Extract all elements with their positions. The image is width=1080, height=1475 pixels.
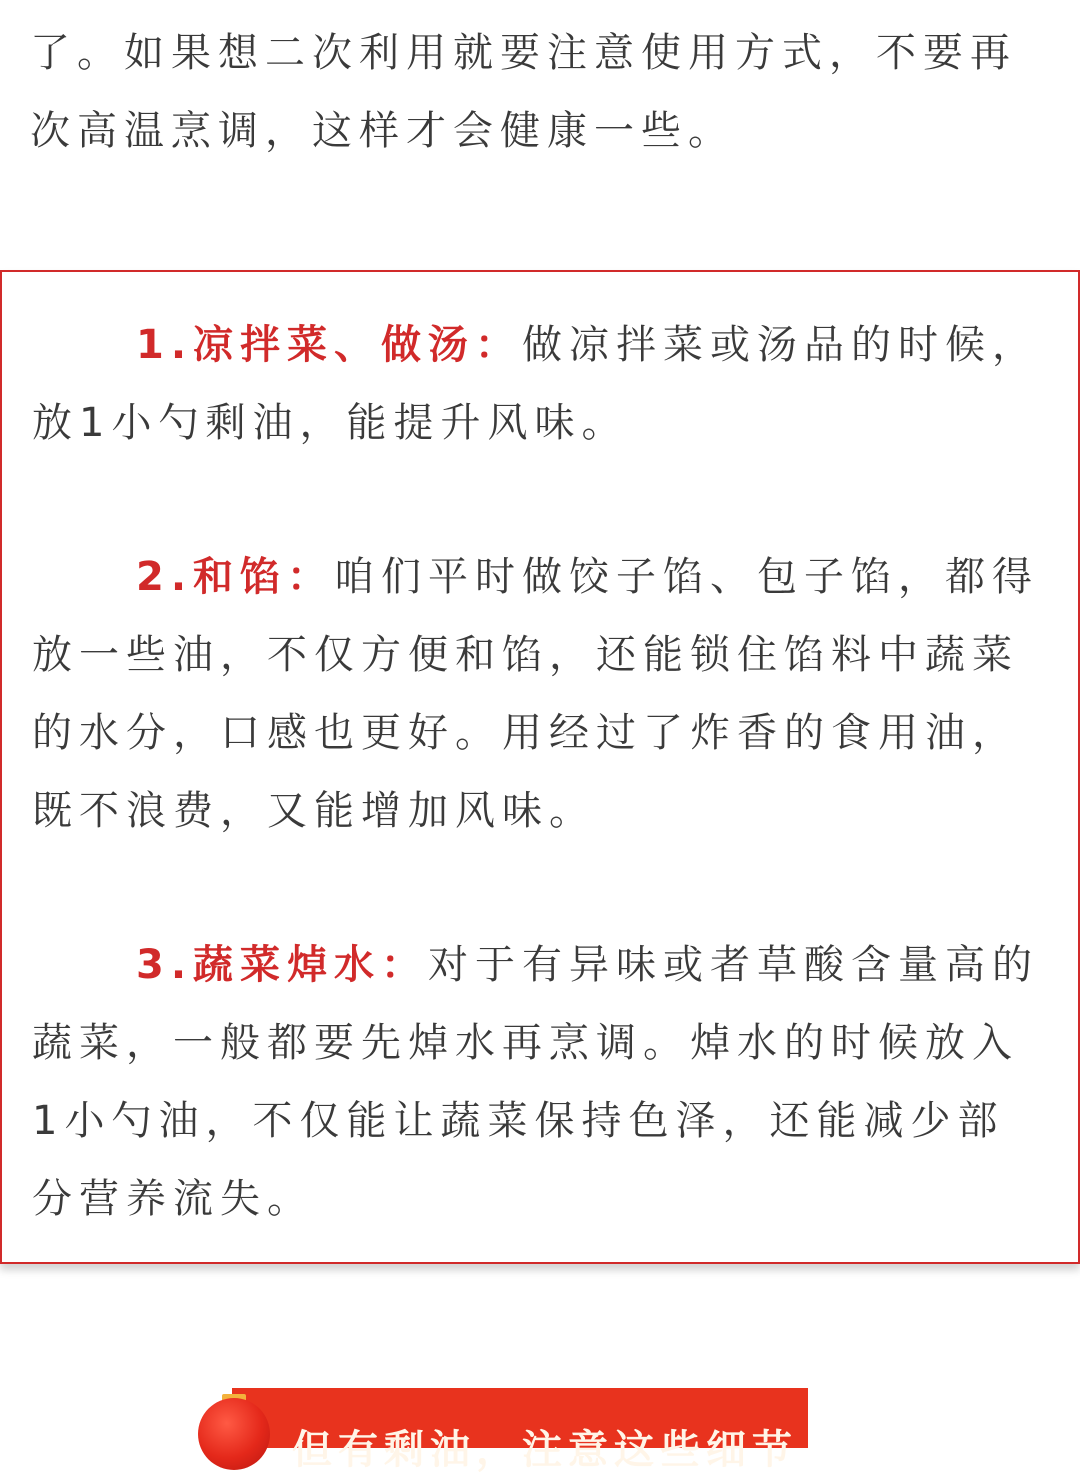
tip-item-cold-dish-soup <box>32 306 1048 462</box>
tip-item-blanching <box>32 926 1048 1238</box>
tips-box <box>0 270 1080 1264</box>
tip-body: 对于有异味或者草酸含量高的蔬菜，一般都要先焯水再烹调。焯水的时候放入1小勺油，不仅能让蔬菜保持色泽，还能减少部分营养流失。 <box>32 942 1040 1222</box>
section-banner-title: 但有剩油，注意这些细节 <box>292 1427 798 1473</box>
tip-heading: 2.和馅： <box>136 554 335 600</box>
tip-item-filling <box>32 538 1048 850</box>
tip-body: 做凉拌菜或汤品的时候，放1小勺剩油，能提升风味。 <box>32 322 1040 446</box>
tip-body: 咱们平时做饺子馅、包子馅，都得放一些油，不仅方便和馅，还能锁住馅料中蔬菜的水分，口感也更好。用经过了炸香的食用油，既不浪费，又能增加风味。 <box>32 554 1040 834</box>
intro-paragraph: 了。如果想二次利用就要注意使用方式，不要再次高温烹调，这样才会健康一些。 <box>30 30 1017 154</box>
tip-heading: 3.蔬菜焯水： <box>136 942 429 988</box>
section-banner <box>232 1388 808 1473</box>
tip-heading: 1.凉拌菜、做汤： <box>136 322 523 368</box>
lantern-icon <box>198 1398 270 1470</box>
